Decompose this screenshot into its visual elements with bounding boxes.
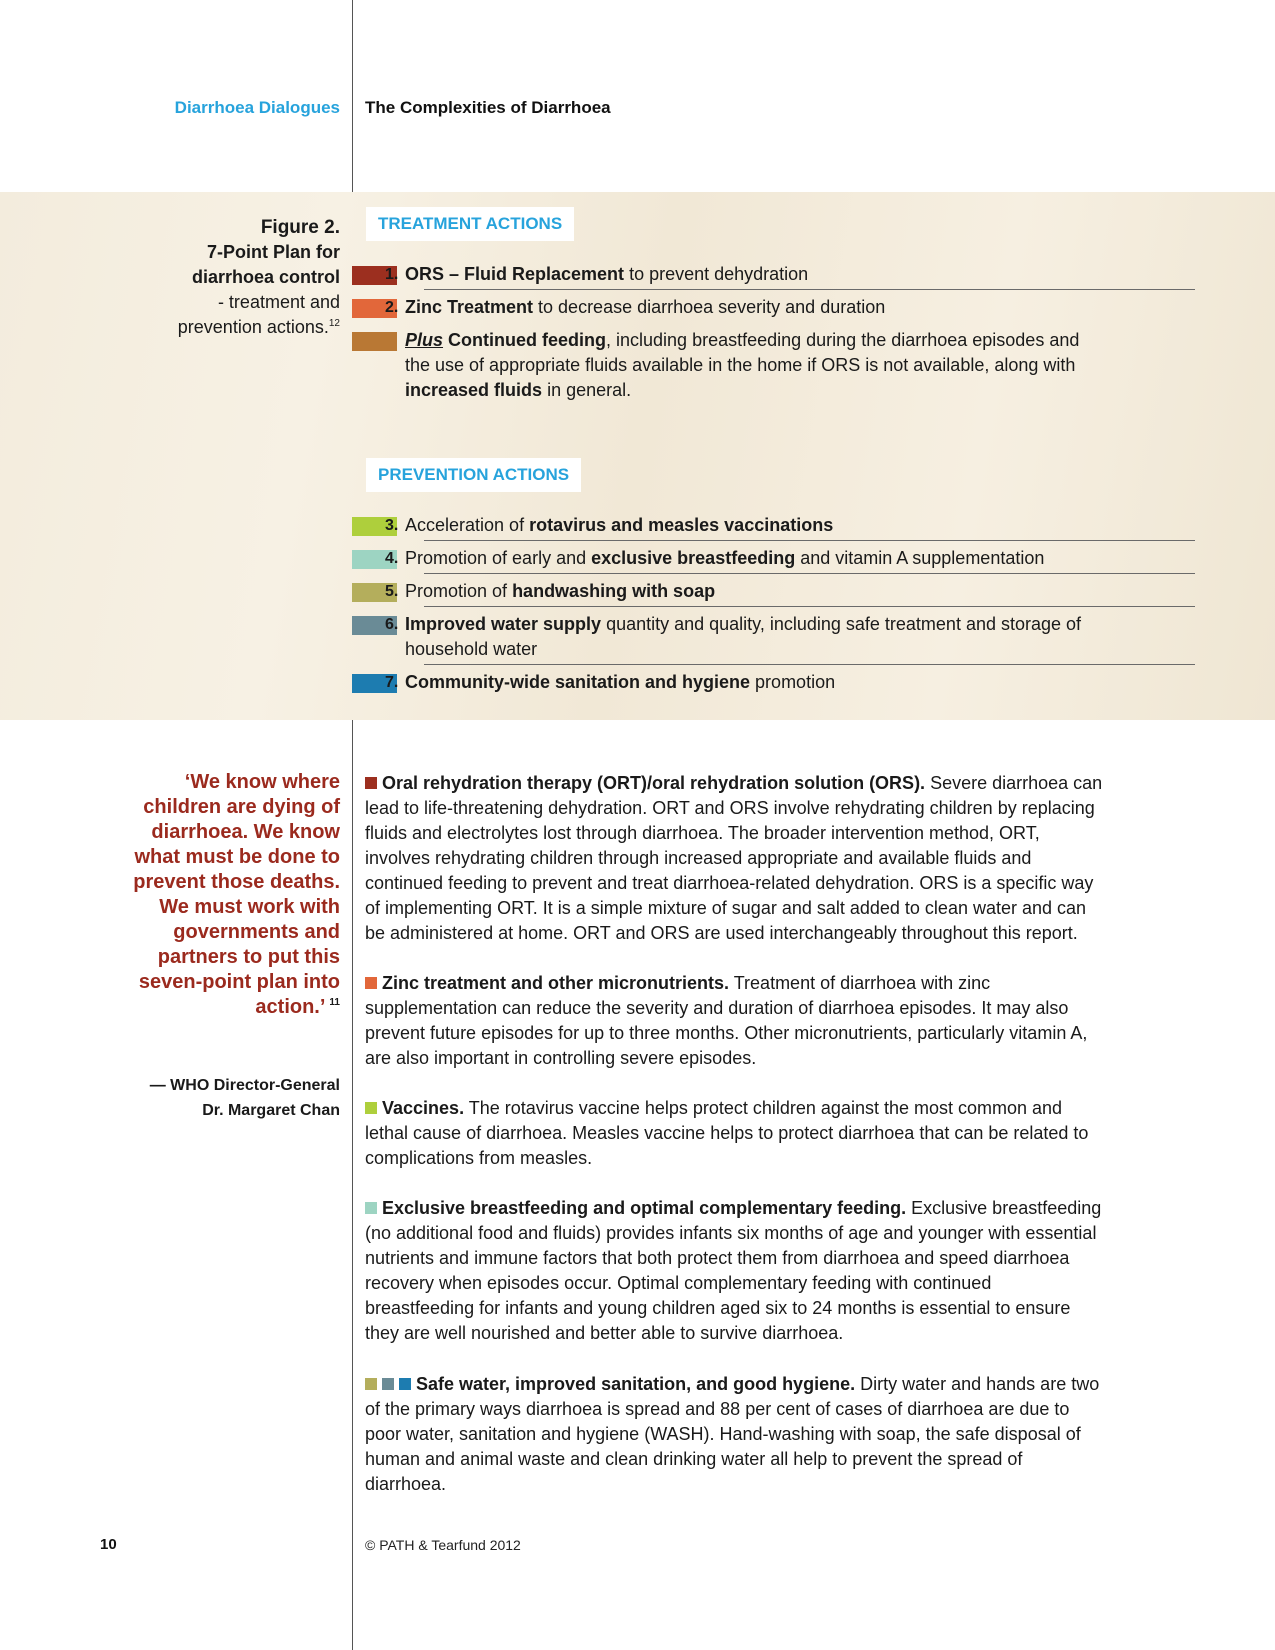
swatch-feeding (352, 332, 397, 351)
prevention-item-7-text: 7. Community-wide sanitation and hygiene promotion (385, 672, 836, 692)
figure-ref: 12 (328, 318, 340, 329)
bullet-square (399, 1378, 411, 1390)
prevention-item-4-text: 4. Promotion of early and exclusive breastfeeding and vitamin A supplementation (385, 548, 1045, 568)
bullet-square (382, 1378, 394, 1390)
bullet-square (365, 1202, 377, 1214)
page-number: 10 (100, 1536, 117, 1553)
rule (424, 664, 1195, 665)
quote-ref: 11 (329, 997, 340, 1009)
figure-title-line1: 7-Point Plan for (206, 242, 340, 262)
figure-label: Figure 2. (260, 217, 340, 238)
quote-attribution: — WHO Director-General Dr. Margaret Chan (149, 1077, 340, 1119)
bullet-square (365, 977, 377, 989)
treatment-item-2-text: 2. Zinc Treatment to decrease diarrhoea severity and duration (385, 297, 886, 317)
paragraph-vaccines: Vaccines. The rotavirus vaccine helps protect children against the most common and lethal cause of diarrhoea. Measles vaccine helps to protect diarrhoea that can be related to complications from measles. (365, 1098, 1089, 1168)
bullet-square (365, 1102, 377, 1114)
pull-quote: ‘We know where children are dying of diarrhoea. We know what must be done to prevent those deaths. We must work with governments and partners to put this seven-point plan into action.’ $^{11}$ (133, 771, 340, 1018)
running-header-section: The Complexities of Diarrhoea (365, 98, 611, 117)
prevention-item-5-text: 5. Promotion of handwashing with soap (385, 581, 716, 601)
figure-caption (140, 215, 340, 340)
prevention-heading: PREVENTION ACTIONS (366, 458, 581, 492)
paragraph-breastfeeding: Exclusive breastfeeding and optimal complementary feeding. Exclusive breastfeeding (no additional food and fluids) provides infants six months of age and younger with essential nutrients and immune factors that both protect them from diarrhoea and speed diarrhoea recovery when episodes occur. Optimal complementary feeding with continued breastfeeding for infants and young children aged six to 24 months is essential to ensure they are well nourished and better able to survive diarrhoea. (365, 1198, 1102, 1343)
treatment-item-1-text: 1. ORS – Fluid Replacement to prevent dehydration (385, 264, 809, 284)
paragraph-ors: Oral rehydration therapy (ORT)/oral rehydration solution (ORS). Severe diarrhoea can lead to life-threatening dehydration. ORT and ORS involve rehydrating children by replacing fluids and electrolytes lost through diarrhoea. The broader intervention method, ORT, involves rehydrating children through increased appropriate and available fluids and continued feeding to prevent and treat diarrhoea-related dehydration. ORS is a specific way of implementing ORT. It is a simple mixture of sugar and salt added to clean water and can be administered at home. ORT and ORS are used interchangeably throughout this report. (365, 773, 1103, 943)
copyright: © PATH & Tearfund 2012 (365, 1537, 521, 1553)
paragraph-wash: Safe water, improved sanitation, and good hygiene. Dirty water and hands are two of the primary ways diarrhoea is spread and 88 per cent of cases of diarrhoea are due to poor water, sanitation and hygiene (WASH). Hand-washing with soap, the safe disposal of human and animal waste and clean drinking water all help to prevent the spread of diarrhoea. (365, 1374, 1100, 1494)
treatment-heading: TREATMENT ACTIONS (366, 207, 574, 241)
prevention-item-6-text: 6. Improved water supply quantity and quality, including safe treatment and storage of household water (385, 614, 1082, 659)
bullet-square (365, 777, 377, 789)
bullet-square (365, 1378, 377, 1390)
rule (424, 573, 1195, 574)
rule (424, 540, 1195, 541)
prevention-item-3-text: 3. Acceleration of rotavirus and measles vaccinations (385, 515, 834, 535)
running-header-publication: Diarrhoea Dialogues (174, 98, 340, 117)
paragraph-zinc: Zinc treatment and other micronutrients. Treatment of diarrhoea with zinc supplementation can reduce the severity and duration of diarrhoea episodes. It may also prevent future episodes for up to three months. Other micronutrients, particularly vitamin A, are also important in controlling severe episodes. (365, 973, 1088, 1068)
figure-desc-line1: - treatment and (217, 292, 340, 312)
rule (424, 289, 1195, 290)
treatment-plus-text: Plus Continued feeding, including breastfeeding during the diarrhoea episodes and the use of appropriate fluids available in the home if ORS is not available, along with increased fluids in general. (405, 330, 1080, 400)
figure-title-line2: diarrhoea control (191, 267, 340, 287)
rule (424, 606, 1195, 607)
figure-desc-line2: prevention actions.$^{12}$ (177, 317, 340, 337)
